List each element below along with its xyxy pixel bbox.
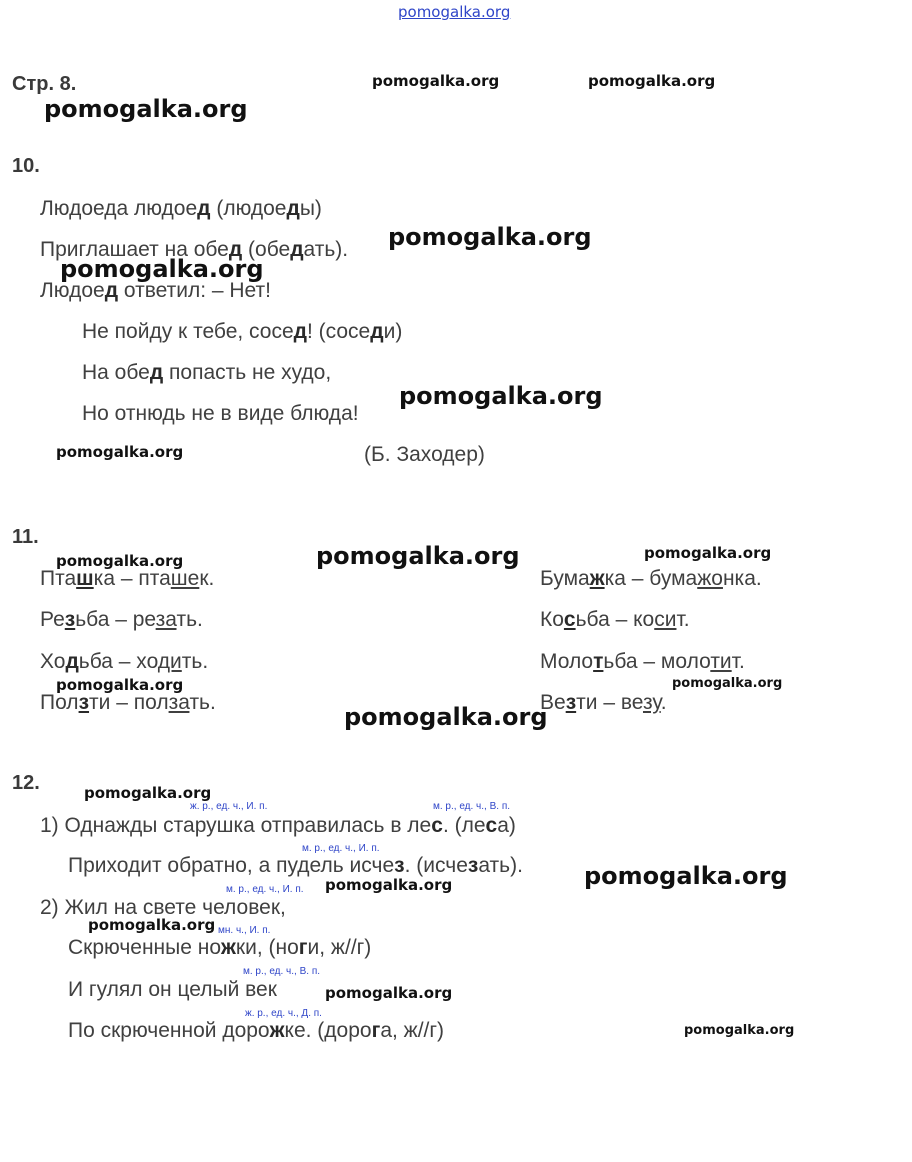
ex10-line-2: Приглашает на обед (обедать). [40, 238, 349, 261]
grammar-note: м. р., ед. ч., И. п. [302, 843, 380, 854]
ex10-line-3: Людоед ответил: – Нет! [40, 279, 271, 302]
watermark: pomogalka.org [388, 223, 592, 251]
watermark: pomogalka.org [316, 542, 520, 570]
watermark: pomogalka.org [684, 1023, 795, 1038]
watermark: pomogalka.org [672, 676, 783, 691]
ex12-line-4: Скрюченные ножки, (ноги, ж//г) [68, 936, 372, 959]
ex10-line-1: Людоеда людоед (людоеды) [40, 197, 322, 220]
ex11-left-row-2: Резьба – резать. [40, 608, 203, 631]
ex11-left-row-3: Ходьба – ходить. [40, 650, 209, 673]
watermark: pomogalka.org [588, 72, 716, 90]
watermark: pomogalka.org [644, 544, 772, 562]
ex10-author: (Б. Заходер) [364, 443, 485, 466]
watermark: pomogalka.org [84, 784, 212, 802]
watermark: pomogalka.org [344, 703, 548, 731]
ex11-left-row-1: Пташка – пташек. [40, 567, 215, 590]
ex12-line-2: Приходит обратно, а пудель исчез. (исчезать). [68, 854, 523, 877]
top-watermark[interactable]: pomogalka.org [398, 3, 511, 21]
ex12-line-6: По скрюченной дорожке. (дорога, ж//г) [68, 1019, 445, 1042]
grammar-note: м. р., ед. ч., В. п. [433, 801, 511, 812]
watermark: pomogalka.org [56, 676, 184, 694]
exercise-10-number: 10. [12, 155, 40, 177]
watermark: pomogalka.org [325, 984, 453, 1002]
ex11-right-row-2: Косьба – косит. [540, 608, 690, 631]
ex12-line-5: И гулял он целый век [68, 978, 277, 1001]
ex12-line-3: 2) Жил на свете человек, [40, 896, 286, 919]
watermark: pomogalka.org [584, 862, 788, 890]
page-label: Стр. 8. [12, 73, 77, 95]
ex10-line-5: На обед попасть не худо, [82, 361, 332, 384]
ex11-right-row-3: Молотьба – молотит. [540, 650, 745, 673]
grammar-note: ж. р., ед. ч., И. п. [190, 801, 268, 812]
watermark: pomogalka.org [56, 443, 184, 461]
ex10-line-6: Но отнюдь не в виде блюда! [82, 402, 359, 425]
grammar-note: м. р., ед. ч., И. п. [226, 884, 304, 895]
ex12-line-1: 1) Однажды старушка отправилась в лес. (леса) [40, 814, 516, 837]
watermark: pomogalka.org [60, 255, 264, 283]
grammar-note: м. р., ед. ч., В. п. [243, 966, 321, 977]
watermark: pomogalka.org [88, 916, 216, 934]
ex11-right-row-4: Везти – везу. [540, 691, 667, 714]
grammar-note: мн. ч., И. п. [218, 925, 271, 936]
ex11-right-row-1: Бумажка – бумажонка. [540, 567, 762, 590]
watermark: pomogalka.org [372, 72, 500, 90]
ex11-left-row-4: Ползти – ползать. [40, 691, 216, 714]
watermark: pomogalka.org [325, 876, 453, 894]
exercise-12-number: 12. [12, 772, 40, 794]
grammar-note: ж. р., ед. ч., Д. п. [245, 1008, 322, 1019]
watermark: pomogalka.org [56, 552, 184, 570]
ex10-line-4: Не пойду к тебе, сосед! (соседи) [82, 320, 403, 343]
exercise-11-number: 11. [12, 526, 39, 548]
watermark: pomogalka.org [399, 382, 603, 410]
watermark: pomogalka.org [44, 95, 248, 123]
